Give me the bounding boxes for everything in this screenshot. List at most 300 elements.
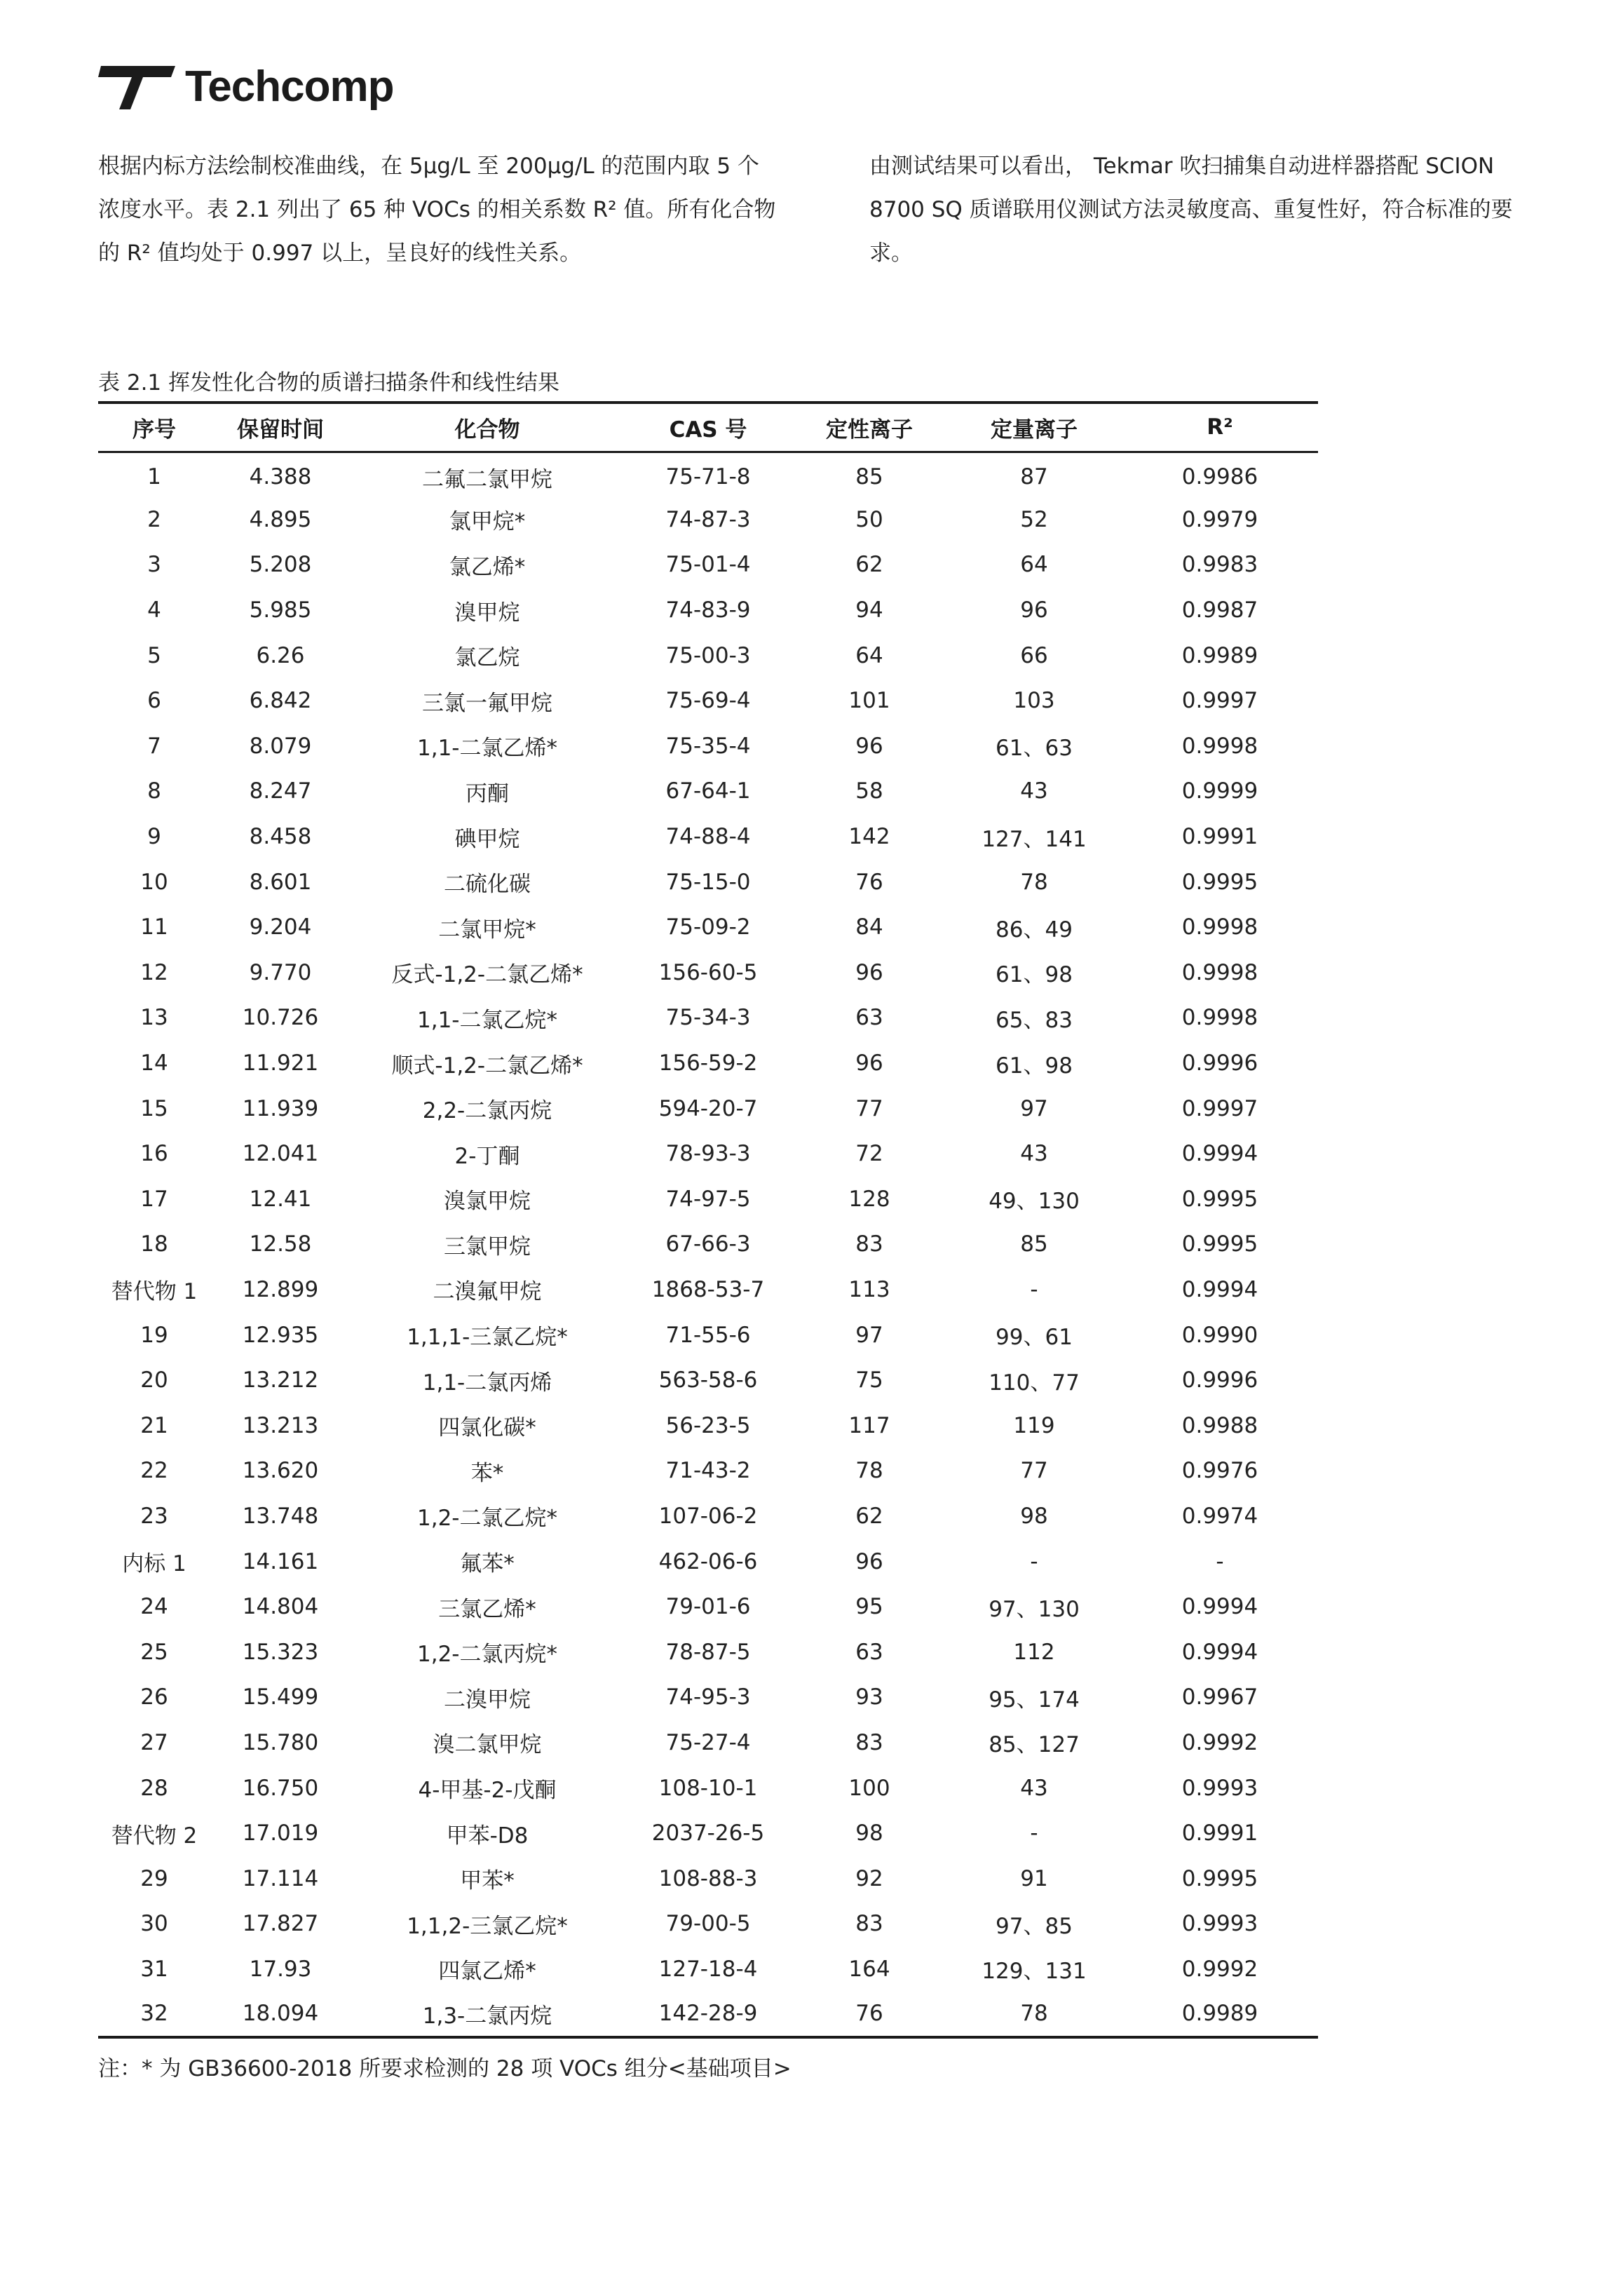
table-cell: 96	[855, 733, 883, 759]
table-cell: 594-20-7	[658, 1095, 758, 1121]
table-cell: 0.9999	[1181, 778, 1258, 804]
table-cell: 12.899	[242, 1276, 319, 1302]
table-cell: 三氯乙烯*	[438, 1596, 536, 1622]
table-cell: 75-09-2	[665, 914, 751, 940]
table-cell: 氯甲烷*	[449, 509, 526, 535]
table-row	[98, 1901, 1318, 1947]
table-cell: 0.9995	[1181, 1231, 1258, 1257]
table-cell: 85	[855, 464, 883, 490]
table-cell: -	[1030, 1548, 1038, 1574]
table-cell: 19	[140, 1322, 168, 1348]
table-cell: 0.9990	[1181, 1322, 1258, 1348]
table-cell: 74-83-9	[665, 597, 751, 623]
table-cell: 95	[855, 1594, 883, 1620]
table-cell: 25	[140, 1639, 168, 1665]
table-cell: 61、98	[996, 1053, 1073, 1079]
table-row	[98, 1494, 1318, 1539]
table-cell: 溴氯甲烷	[444, 1189, 531, 1215]
table-cell: 0.9995	[1181, 869, 1258, 895]
table-cell: 119	[1013, 1412, 1055, 1438]
table-cell: 63	[855, 1639, 883, 1665]
table-cell: 0.9967	[1181, 1684, 1258, 1710]
table-cell: 50	[855, 506, 883, 532]
table-cell: 107-06-2	[658, 1503, 758, 1529]
table-cell: 79-01-6	[665, 1594, 751, 1620]
table-row	[98, 542, 1318, 588]
table-cell: 二氟二氯甲烷	[422, 466, 552, 492]
table-cell: 14.804	[242, 1594, 319, 1620]
table-cell: 17.827	[242, 1911, 319, 1937]
table-cell: 78-93-3	[665, 1141, 751, 1167]
intro-right-line: 由测试结果可以看出， Tekmar 吹扫捕集自动进样器搭配 SCION	[869, 154, 1495, 179]
table-cell: 18.094	[210, 1992, 351, 2037]
table-cell: 61、63	[996, 736, 1073, 762]
intro-left-line: 浓度水平。表 2.1 列出了 65 种 VOCs 的相关系数 R² 值。所有化合物	[98, 197, 776, 222]
table-cell: 1,1,1-三氯乙烷*	[407, 1325, 568, 1351]
table-row	[98, 1992, 1318, 2037]
table-cell: 78-87-5	[665, 1639, 751, 1665]
table-row	[98, 1177, 1318, 1222]
table-cell: 110、77	[989, 1370, 1080, 1396]
table-cell: 4.388	[249, 464, 312, 490]
table-row	[98, 1629, 1318, 1675]
table-cell: 15.499	[242, 1684, 319, 1710]
table-cell: 43	[1020, 1775, 1048, 1801]
table-cell: 0.9992	[1181, 1956, 1258, 1982]
table-cell: 103	[1013, 688, 1055, 714]
table-cell: 4.895	[249, 506, 312, 532]
header-cell: 保留时间	[210, 403, 351, 452]
table-cell: 43	[1020, 1141, 1048, 1167]
table-cell: -	[1030, 1821, 1038, 1846]
table-cell: 0.9993	[1181, 1911, 1258, 1937]
table-cell: 77	[1020, 1458, 1048, 1484]
table-cell: 1	[147, 464, 161, 490]
table-cell: 0.9976	[1181, 1458, 1258, 1484]
table-cell: 75	[855, 1368, 883, 1393]
table-cell: 9.204	[249, 914, 312, 940]
header-cell: CAS 号	[624, 403, 792, 452]
table-cell: 17.019	[242, 1821, 319, 1846]
table-cell: 6.842	[249, 688, 312, 714]
table-cell: 0.9989	[1122, 1992, 1318, 2037]
intro-right-line: 8700 SQ 质谱联用仪测试方法灵敏度高、重复性好，符合标准的要	[869, 197, 1513, 222]
table-cell: 97	[1020, 1095, 1048, 1121]
table-cell: 62	[855, 1503, 883, 1529]
table-cell: 78	[1020, 869, 1048, 895]
table-cell: 17.114	[242, 1865, 319, 1891]
intro-right-paragraph	[869, 144, 1528, 275]
table-cell: 31	[140, 1956, 168, 1982]
table-cell: 83	[855, 1729, 883, 1755]
table-cell: 97、130	[989, 1596, 1080, 1622]
table-cell: 苯*	[470, 1460, 504, 1486]
table-cell: 1,1,2-三氯乙烷*	[407, 1913, 568, 1939]
table-cell: 96	[855, 1548, 883, 1574]
table-cell: 1868-53-7	[651, 1276, 765, 1302]
table-row	[98, 678, 1318, 724]
table-row	[98, 995, 1318, 1041]
table-cell: 563-58-6	[658, 1368, 758, 1393]
table-cell: 21	[140, 1412, 168, 1438]
table-cell: 二溴氟甲烷	[433, 1279, 542, 1305]
table-cell: 氯乙烷	[454, 645, 520, 671]
table-cell: 1,2-二氯丙烷*	[417, 1642, 557, 1668]
table-cell: 97	[855, 1322, 883, 1348]
table-cell: 0.9998	[1181, 914, 1258, 940]
table-cell: 碘甲烷	[454, 826, 520, 852]
table-row	[98, 724, 1318, 769]
table-cell: 3	[147, 552, 161, 578]
table-cell: 16	[140, 1141, 168, 1167]
table-row	[98, 1539, 1318, 1584]
table-cell: 66	[1020, 642, 1048, 668]
table-cell: 96	[1020, 597, 1048, 623]
table-row	[98, 769, 1318, 814]
table-cell: 94	[855, 597, 883, 623]
table-cell: 84	[855, 914, 883, 940]
table-cell: 4-甲基-2-戊酮	[418, 1778, 557, 1804]
table-cell: 0.9974	[1181, 1503, 1258, 1529]
table-cell: 2-丁酮	[454, 1143, 520, 1169]
intro-right-line: 求。	[869, 241, 913, 266]
table-cell: 0.9979	[1181, 506, 1258, 532]
table-cell: 8.458	[249, 824, 312, 850]
table-cell: 72	[855, 1141, 883, 1167]
table-cell: 56-23-5	[665, 1412, 751, 1438]
table-cell: 92	[855, 1865, 883, 1891]
table-cell: 二氯甲烷*	[438, 917, 536, 943]
table-cell: 6	[147, 688, 161, 714]
table-footnote: 注：* 为 GB36600-2018 所要求检测的 28 项 VOCs 组分<基础项目>	[98, 2056, 792, 2081]
table-cell: 顺式-1,2-二氯乙烯*	[391, 1053, 583, 1079]
table-cell: 15.780	[242, 1729, 319, 1755]
table-cell: 108-88-3	[658, 1865, 758, 1891]
table-cell: 0.9996	[1181, 1051, 1258, 1076]
table-row	[98, 814, 1318, 860]
table-cell: 74-95-3	[665, 1684, 751, 1710]
table-cell: 0.9997	[1181, 688, 1258, 714]
table-caption: 表 2.1 挥发性化合物的质谱扫描条件和线性结果	[98, 370, 560, 396]
table-cell: 85、127	[989, 1732, 1080, 1758]
table-cell: 27	[140, 1729, 168, 1755]
table-cell: 0.9995	[1181, 1865, 1258, 1891]
intro-left-line: 的 R² 值均处于 0.997 以上，呈良好的线性关系。	[98, 241, 582, 266]
table-header-row	[98, 403, 1318, 452]
table-cell: 26	[140, 1684, 168, 1710]
table-row	[98, 1811, 1318, 1856]
table-cell: 8	[147, 778, 161, 804]
table-cell: 0.9983	[1181, 552, 1258, 578]
table-cell: 11	[140, 914, 168, 940]
table-cell: 76	[792, 1992, 946, 2037]
table-cell: 0.9996	[1181, 1368, 1258, 1393]
table-cell: 93	[855, 1684, 883, 1710]
table-cell: 113	[848, 1276, 890, 1302]
table-cell: 0.9998	[1181, 1005, 1258, 1031]
table-cell: 四氯化碳*	[438, 1415, 536, 1441]
table-cell: 氟苯*	[460, 1551, 515, 1577]
header-cell: 定性离子	[792, 403, 946, 452]
table-cell: 反式-1,2-二氯乙烯*	[391, 962, 583, 988]
table-cell: 67-64-1	[665, 778, 751, 804]
table-cell: 2,2-二氯丙烷	[422, 1098, 552, 1124]
table-row	[98, 1267, 1318, 1313]
table-cell: 117	[848, 1412, 890, 1438]
table-cell: 74-87-3	[665, 506, 751, 532]
table-cell: 462-06-6	[658, 1548, 758, 1574]
intro-left-paragraph	[98, 144, 776, 275]
table-row	[98, 859, 1318, 905]
table-cell: 9	[147, 824, 161, 850]
table-cell: 86、49	[996, 917, 1073, 943]
table-cell: 溴甲烷	[454, 600, 520, 626]
table-cell: 23	[140, 1503, 168, 1529]
table-cell: 52	[1020, 506, 1048, 532]
table-cell: 0.9998	[1181, 959, 1258, 985]
table-cell: 85	[1020, 1231, 1048, 1257]
table-cell: 75-27-4	[665, 1729, 751, 1755]
table-cell: 0.9988	[1181, 1412, 1258, 1438]
table-cell: 77	[855, 1095, 883, 1121]
table-cell: 30	[140, 1911, 168, 1937]
table-cell: 101	[848, 688, 890, 714]
table-cell: 24	[140, 1594, 168, 1620]
table-cell: 83	[855, 1231, 883, 1257]
table-cell: 13.748	[242, 1503, 319, 1529]
table-cell: 127-18-4	[658, 1956, 758, 1982]
table-cell: 1,2-二氯乙烷*	[417, 1506, 557, 1532]
header-cell: R²	[1122, 403, 1318, 452]
table-cell: 71-43-2	[665, 1458, 751, 1484]
table-cell: 8.601	[249, 869, 312, 895]
table-cell: 129、131	[982, 1959, 1087, 1985]
table-row	[98, 1675, 1318, 1720]
table-cell: 甲苯-D8	[446, 1823, 529, 1849]
table-cell: 9.770	[249, 959, 312, 985]
header-cell: 序号	[98, 403, 210, 452]
table-cell: 15	[140, 1095, 168, 1121]
table-cell: 1,1-二氯丙烯	[422, 1370, 552, 1396]
table-row	[98, 452, 1318, 497]
table-cell: 替代物 1	[111, 1279, 198, 1305]
table-row	[98, 1856, 1318, 1901]
table-cell: 100	[848, 1775, 890, 1801]
table-row	[98, 1358, 1318, 1403]
table-cell: 75-01-4	[665, 552, 751, 578]
table-cell: 98	[1020, 1503, 1048, 1529]
table-cell: -	[1216, 1548, 1224, 1574]
table-cell: 142	[848, 824, 890, 850]
table-cell: 64	[855, 642, 883, 668]
table-cell: 14	[140, 1051, 168, 1076]
table-cell: 78	[946, 1992, 1122, 2037]
table-cell: 8.079	[249, 733, 312, 759]
voc-table	[98, 401, 1318, 2039]
table-cell: 63	[855, 1005, 883, 1031]
brand-name: Techcomp	[185, 62, 394, 111]
table-cell: 二溴甲烷	[444, 1687, 531, 1713]
table-cell: 溴二氯甲烷	[433, 1732, 542, 1758]
table-cell: 0.9987	[1181, 597, 1258, 623]
table-cell: 1,1-二氯乙烷*	[417, 1007, 557, 1033]
table-cell: 61、98	[996, 962, 1073, 988]
table-cell: 15.323	[242, 1639, 319, 1665]
table-cell: 128	[848, 1186, 890, 1212]
table-cell: 91	[1020, 1865, 1048, 1891]
table-row	[98, 905, 1318, 950]
table-cell: 83	[855, 1911, 883, 1937]
table-row	[98, 1403, 1318, 1448]
table-cell: 127、141	[982, 826, 1087, 852]
intro-left-line: 根据内标方法绘制校准曲线，在 5μg/L 至 200μg/L 的范围内取 5 个	[98, 154, 759, 179]
table-cell: 99、61	[996, 1325, 1073, 1351]
table-row	[98, 633, 1318, 678]
table-cell: 108-10-1	[658, 1775, 758, 1801]
table-row	[98, 1448, 1318, 1494]
table-cell: 13.213	[242, 1412, 319, 1438]
table-cell: 18	[140, 1231, 168, 1257]
table-cell: 2037-26-5	[651, 1821, 765, 1846]
table-cell: 112	[1013, 1639, 1055, 1665]
table-row	[98, 950, 1318, 996]
table-cell: 156-60-5	[658, 959, 758, 985]
table-cell: 0.9989	[1181, 642, 1258, 668]
table-cell: 替代物 2	[111, 1823, 198, 1849]
table-row	[98, 497, 1318, 543]
table-cell: 11.939	[242, 1095, 319, 1121]
table-cell: 79-00-5	[665, 1911, 751, 1937]
table-cell: 12.041	[242, 1141, 319, 1167]
table-cell: 65、83	[996, 1007, 1073, 1033]
table-cell: 0.9994	[1181, 1276, 1258, 1302]
table-cell: 氯乙烯*	[449, 554, 526, 580]
table-cell: 二硫化碳	[444, 872, 531, 898]
header-cell: 定量离子	[946, 403, 1122, 452]
table-cell: 内标 1	[122, 1551, 186, 1577]
table-cell: 10.726	[242, 1005, 319, 1031]
table-cell: 28	[140, 1775, 168, 1801]
table-cell: 7	[147, 733, 161, 759]
table-cell: 20	[140, 1368, 168, 1393]
table-row	[98, 1312, 1318, 1358]
table-cell: 97、85	[996, 1913, 1073, 1939]
table-cell: 13.620	[242, 1458, 319, 1484]
table-cell: 8.247	[249, 778, 312, 804]
table-cell: 三氯一氟甲烷	[422, 690, 552, 716]
table-cell: 0.9994	[1181, 1141, 1258, 1167]
table-cell: 0.9997	[1181, 1095, 1258, 1121]
table-cell: 62	[855, 552, 883, 578]
table-cell: 10	[140, 869, 168, 895]
table-cell: 0.9995	[1181, 1186, 1258, 1212]
table-cell: 64	[1020, 552, 1048, 578]
header-cell: 化合物	[351, 403, 624, 452]
table-row	[98, 1947, 1318, 1992]
table-cell: 49、130	[989, 1189, 1080, 1215]
table-cell: 0.9994	[1181, 1639, 1258, 1665]
table-cell: 87	[1020, 464, 1048, 490]
table-cell: 12.58	[249, 1231, 312, 1257]
table-cell: 5.985	[249, 597, 312, 623]
table-cell: 1,3-二氯丙烷	[351, 1992, 624, 2037]
table-row	[98, 1041, 1318, 1086]
table-cell: 78	[855, 1458, 883, 1484]
table-cell: 12.41	[249, 1186, 312, 1212]
table-row	[98, 1720, 1318, 1766]
table-row	[98, 588, 1318, 633]
table-cell: 14.161	[242, 1548, 319, 1574]
table-cell: -	[1030, 1276, 1038, 1302]
table-cell: 2	[147, 506, 161, 532]
table-cell: 29	[140, 1865, 168, 1891]
table-row	[98, 1765, 1318, 1811]
table-cell: 75-69-4	[665, 688, 751, 714]
table-cell: 75-71-8	[665, 464, 751, 490]
table-cell: 12	[140, 959, 168, 985]
table-cell: 43	[1020, 778, 1048, 804]
table-body	[98, 452, 1318, 2037]
table-cell: 0.9991	[1181, 824, 1258, 850]
table-cell: 164	[848, 1956, 890, 1982]
table-cell: 0.9991	[1181, 1821, 1258, 1846]
table-cell: 0.9994	[1181, 1594, 1258, 1620]
table-cell: 75-34-3	[665, 1005, 751, 1031]
table-cell: 6.26	[256, 642, 305, 668]
table-cell: 76	[855, 869, 883, 895]
table-cell: 0.9986	[1181, 464, 1258, 490]
table-cell: 96	[855, 959, 883, 985]
table-cell: 75-35-4	[665, 733, 751, 759]
table-cell: 1,1-二氯乙烯*	[417, 736, 557, 762]
table-cell: 75-00-3	[665, 642, 751, 668]
table-cell: 16.750	[242, 1775, 319, 1801]
table-cell: 156-59-2	[658, 1051, 758, 1076]
table-cell: 17.93	[249, 1956, 312, 1982]
table-cell: 13	[140, 1005, 168, 1031]
table-cell: 甲苯*	[460, 1868, 515, 1894]
techcomp-logo-icon	[98, 62, 181, 112]
table-row	[98, 1131, 1318, 1177]
table-row	[98, 1086, 1318, 1131]
table-cell: 四氯乙烯*	[438, 1959, 536, 1985]
table-cell: 67-66-3	[665, 1231, 751, 1257]
table-cell: 0.9993	[1181, 1775, 1258, 1801]
voc-table-container	[98, 401, 1318, 2039]
table-cell: 丙酮	[466, 781, 509, 806]
table-cell: 11.921	[242, 1051, 319, 1076]
table-cell: 0.9998	[1181, 733, 1258, 759]
table-cell: 5.208	[249, 552, 312, 578]
table-cell: 74-88-4	[665, 824, 751, 850]
table-row	[98, 1584, 1318, 1630]
table-cell: 17	[140, 1186, 168, 1212]
table-cell: 74-97-5	[665, 1186, 751, 1212]
table-cell: 75-15-0	[665, 869, 751, 895]
table-cell: 4	[147, 597, 161, 623]
table-cell: 5	[147, 642, 161, 668]
table-cell: 三氯甲烷	[444, 1234, 531, 1260]
table-cell: 32	[98, 1992, 210, 2037]
table-cell: 0.9992	[1181, 1729, 1258, 1755]
table-cell: 13.212	[242, 1368, 319, 1393]
table-cell: 71-55-6	[665, 1322, 751, 1348]
table-cell: 98	[855, 1821, 883, 1846]
table-cell: 96	[855, 1051, 883, 1076]
table-cell: 142-28-9	[624, 1992, 792, 2037]
table-cell: 95、174	[989, 1687, 1080, 1713]
table-cell: 12.935	[242, 1322, 319, 1348]
